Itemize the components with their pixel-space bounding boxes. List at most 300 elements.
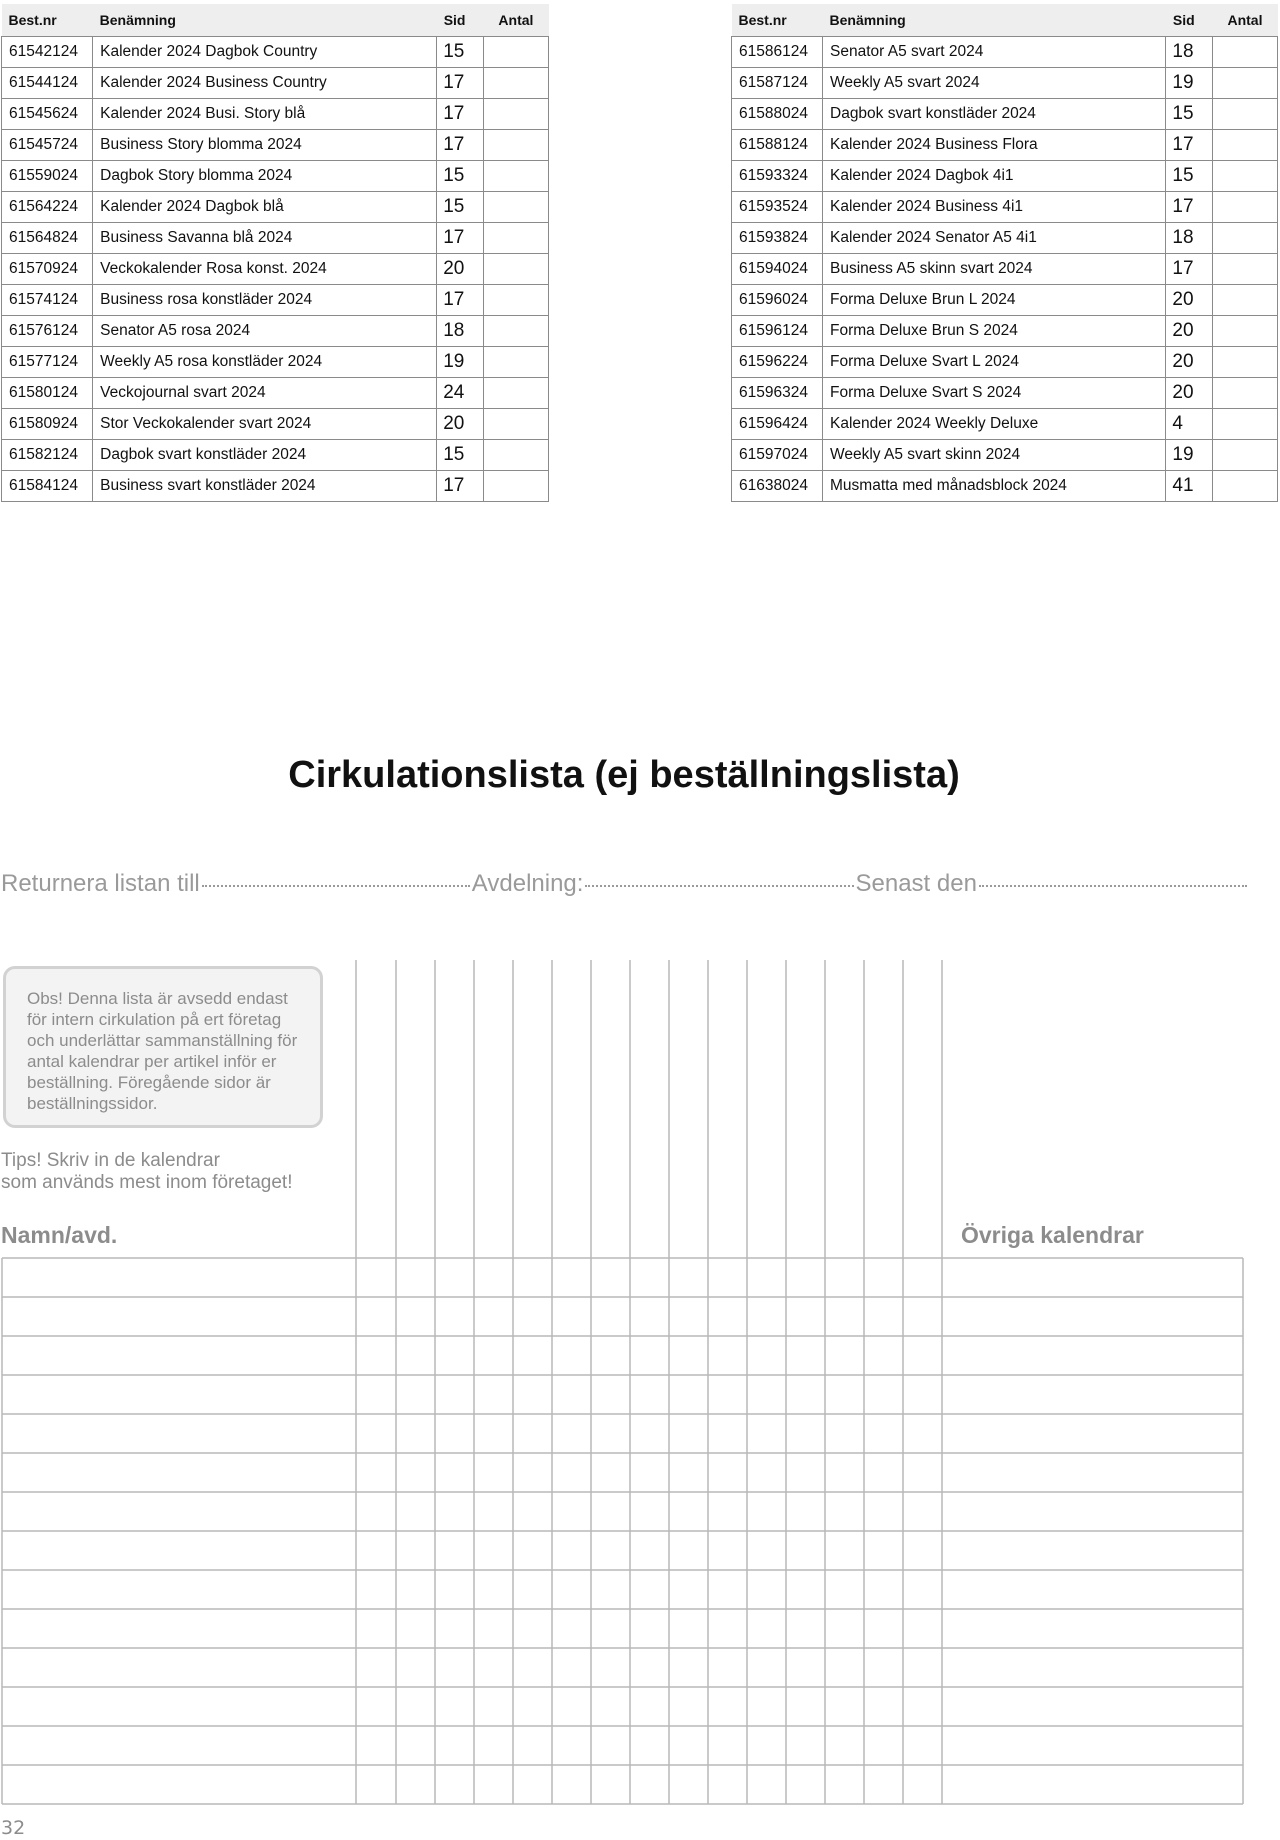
count-entry-cell[interactable] [513, 1492, 552, 1531]
name-entry-cell[interactable] [2, 1765, 356, 1804]
quantity-cell[interactable] [483, 99, 548, 130]
count-entry-cell[interactable] [747, 1726, 786, 1765]
count-entry-cell[interactable] [786, 1609, 825, 1648]
count-entry-cell[interactable] [474, 1258, 513, 1297]
count-entry-cell[interactable] [552, 1648, 591, 1687]
count-entry-cell[interactable] [630, 1297, 669, 1336]
count-entry-cell[interactable] [474, 1570, 513, 1609]
count-entry-cell[interactable] [864, 1492, 903, 1531]
count-entry-cell[interactable] [513, 1726, 552, 1765]
count-entry-cell[interactable] [591, 1726, 630, 1765]
count-entry-cell[interactable] [396, 1648, 435, 1687]
count-entry-cell[interactable] [591, 1531, 630, 1570]
count-entry-cell[interactable] [864, 1648, 903, 1687]
count-entry-cell[interactable] [474, 1414, 513, 1453]
quantity-cell[interactable] [483, 316, 548, 347]
column-header-best-nr: Best.nr [732, 4, 823, 37]
count-entry-cell[interactable] [474, 1336, 513, 1375]
table-row [732, 99, 1278, 130]
count-entry-cell[interactable] [786, 1492, 825, 1531]
count-entry-cell[interactable] [903, 1297, 942, 1336]
count-entry-cell[interactable] [747, 1765, 786, 1804]
count-entry-cell[interactable] [513, 1336, 552, 1375]
count-entry-cell[interactable] [396, 1609, 435, 1648]
count-entry-cell[interactable] [513, 1258, 552, 1297]
other-calendars-entry-cell[interactable] [942, 1375, 1243, 1414]
count-entry-cell[interactable] [630, 1609, 669, 1648]
count-entry-cell[interactable] [747, 1687, 786, 1726]
count-entry-cell[interactable] [356, 1726, 396, 1765]
count-entry-cell[interactable] [552, 1375, 591, 1414]
count-entry-cell[interactable] [903, 1414, 942, 1453]
quantity-cell[interactable] [483, 285, 548, 316]
count-entry-cell[interactable] [435, 1336, 474, 1375]
other-calendars-entry-cell[interactable] [942, 1531, 1243, 1570]
count-entry-cell[interactable] [356, 1609, 396, 1648]
count-entry-cell[interactable] [552, 1726, 591, 1765]
count-entry-cell[interactable] [435, 1453, 474, 1492]
count-entry-cell[interactable] [708, 1570, 747, 1609]
table-row [732, 223, 1278, 254]
page-ref-cell: 15 [1166, 161, 1213, 192]
count-entry-cell[interactable] [669, 1297, 708, 1336]
count-entry-cell[interactable] [786, 1297, 825, 1336]
count-entry-cell[interactable] [825, 1297, 864, 1336]
quantity-cell[interactable] [1212, 285, 1277, 316]
count-entry-cell[interactable] [864, 1726, 903, 1765]
count-entry-cell[interactable] [864, 1531, 903, 1570]
count-entry-cell[interactable] [591, 1492, 630, 1531]
count-entry-cell[interactable] [396, 1336, 435, 1375]
count-entry-cell[interactable] [825, 1336, 864, 1375]
count-entry-cell[interactable] [708, 1258, 747, 1297]
quantity-cell[interactable] [1212, 99, 1277, 130]
count-entry-cell[interactable] [747, 1531, 786, 1570]
count-entry-cell[interactable] [864, 1687, 903, 1726]
count-entry-cell[interactable] [786, 1336, 825, 1375]
count-entry-cell[interactable] [708, 1531, 747, 1570]
count-entry-cell[interactable] [864, 1297, 903, 1336]
count-entry-cell[interactable] [591, 1687, 630, 1726]
count-entry-cell[interactable] [864, 1453, 903, 1492]
count-entry-cell[interactable] [786, 1375, 825, 1414]
product-name-cell: Kalender 2024 Weekly Deluxe [823, 409, 1166, 440]
product-name-cell: Musmatta med månadsblock 2024 [823, 471, 1166, 502]
count-entry-cell[interactable] [864, 1414, 903, 1453]
count-entry-cell[interactable] [903, 1531, 942, 1570]
name-entry-cell[interactable] [2, 1375, 356, 1414]
count-entry-cell[interactable] [708, 1687, 747, 1726]
count-entry-cell[interactable] [708, 1375, 747, 1414]
count-entry-cell[interactable] [552, 1570, 591, 1609]
count-entry-cell[interactable] [786, 1726, 825, 1765]
count-entry-cell[interactable] [591, 1765, 630, 1804]
name-entry-cell[interactable] [2, 1258, 356, 1297]
quantity-cell[interactable] [1212, 161, 1277, 192]
count-entry-cell[interactable] [825, 1609, 864, 1648]
name-entry-cell[interactable] [2, 1531, 356, 1570]
quantity-cell[interactable] [1212, 440, 1277, 471]
count-entry-cell[interactable] [513, 1765, 552, 1804]
count-entry-cell[interactable] [825, 1375, 864, 1414]
count-entry-cell[interactable] [552, 1765, 591, 1804]
count-entry-cell[interactable] [786, 1648, 825, 1687]
count-entry-cell[interactable] [786, 1258, 825, 1297]
article-number-cell: 61593324 [732, 161, 823, 192]
page-ref-cell: 20 [437, 254, 484, 285]
page-ref-cell: 19 [1166, 68, 1213, 99]
count-entry-cell[interactable] [708, 1726, 747, 1765]
quantity-cell[interactable] [1212, 316, 1277, 347]
count-entry-cell[interactable] [591, 1336, 630, 1375]
count-entry-cell[interactable] [474, 1609, 513, 1648]
quantity-cell[interactable] [1212, 37, 1277, 68]
count-entry-cell[interactable] [435, 1648, 474, 1687]
count-entry-cell[interactable] [356, 1414, 396, 1453]
count-entry-cell[interactable] [435, 1414, 474, 1453]
quantity-cell[interactable] [1212, 409, 1277, 440]
tips-line-2: som används mest inom företaget! [1, 1172, 293, 1193]
quantity-cell[interactable] [1212, 130, 1277, 161]
count-entry-cell[interactable] [552, 1531, 591, 1570]
count-entry-cell[interactable] [669, 1531, 708, 1570]
article-number-cell: 61587124 [732, 68, 823, 99]
count-entry-cell[interactable] [356, 1258, 396, 1297]
count-entry-cell[interactable] [825, 1453, 864, 1492]
count-entry-cell[interactable] [903, 1336, 942, 1375]
count-entry-cell[interactable] [435, 1570, 474, 1609]
count-entry-cell[interactable] [435, 1765, 474, 1804]
count-entry-cell[interactable] [396, 1453, 435, 1492]
count-entry-cell[interactable] [396, 1492, 435, 1531]
other-calendars-entry-cell[interactable] [942, 1687, 1243, 1726]
department-field[interactable] [585, 885, 853, 887]
product-name-cell: Kalender 2024 Business 4i1 [823, 192, 1166, 223]
other-calendars-entry-cell[interactable] [942, 1258, 1243, 1297]
page-ref-cell: 19 [437, 347, 484, 378]
count-entry-cell[interactable] [747, 1609, 786, 1648]
quantity-cell[interactable] [1212, 254, 1277, 285]
return-to-field[interactable] [202, 885, 470, 887]
count-entry-cell[interactable] [435, 1258, 474, 1297]
page-ref-cell: 20 [437, 409, 484, 440]
count-entry-cell[interactable] [630, 1336, 669, 1375]
count-entry-cell[interactable] [630, 1531, 669, 1570]
count-entry-cell[interactable] [396, 1375, 435, 1414]
quantity-cell[interactable] [1212, 471, 1277, 502]
count-entry-cell[interactable] [669, 1609, 708, 1648]
count-entry-cell[interactable] [435, 1531, 474, 1570]
count-entry-cell[interactable] [396, 1687, 435, 1726]
table-row [732, 68, 1278, 99]
article-number-cell: 61588024 [732, 99, 823, 130]
article-number-cell: 61594024 [732, 254, 823, 285]
table-row [732, 285, 1278, 316]
quantity-cell[interactable] [483, 68, 548, 99]
count-entry-cell[interactable] [513, 1687, 552, 1726]
quantity-cell[interactable] [483, 347, 548, 378]
count-entry-cell[interactable] [630, 1765, 669, 1804]
other-calendars-entry-cell[interactable] [942, 1297, 1243, 1336]
product-name-cell: Veckokalender Rosa konst. 2024 [93, 254, 437, 285]
count-entry-cell[interactable] [435, 1375, 474, 1414]
count-entry-cell[interactable] [435, 1726, 474, 1765]
count-entry-cell[interactable] [669, 1492, 708, 1531]
count-entry-cell[interactable] [669, 1414, 708, 1453]
name-entry-cell[interactable] [2, 1336, 356, 1375]
count-entry-cell[interactable] [356, 1687, 396, 1726]
count-entry-cell[interactable] [708, 1765, 747, 1804]
count-entry-cell[interactable] [669, 1765, 708, 1804]
quantity-cell[interactable] [483, 37, 548, 68]
count-entry-cell[interactable] [630, 1375, 669, 1414]
count-entry-cell[interactable] [669, 1336, 708, 1375]
quantity-cell[interactable] [483, 409, 548, 440]
quantity-cell[interactable] [1212, 378, 1277, 409]
count-entry-cell[interactable] [356, 1765, 396, 1804]
name-entry-cell[interactable] [2, 1687, 356, 1726]
count-entry-cell[interactable] [669, 1648, 708, 1687]
count-entry-cell[interactable] [903, 1375, 942, 1414]
count-entry-cell[interactable] [474, 1375, 513, 1414]
count-entry-cell[interactable] [552, 1258, 591, 1297]
quantity-cell[interactable] [1212, 68, 1277, 99]
count-entry-cell[interactable] [903, 1609, 942, 1648]
table-row [732, 347, 1278, 378]
page-ref-cell: 17 [437, 99, 484, 130]
count-entry-cell[interactable] [669, 1258, 708, 1297]
count-entry-cell[interactable] [786, 1453, 825, 1492]
count-entry-cell[interactable] [786, 1531, 825, 1570]
count-entry-cell[interactable] [903, 1726, 942, 1765]
table-row [732, 409, 1278, 440]
count-entry-cell[interactable] [356, 1570, 396, 1609]
quantity-cell[interactable] [483, 223, 548, 254]
count-entry-cell[interactable] [825, 1570, 864, 1609]
name-entry-cell[interactable] [2, 1297, 356, 1336]
count-entry-cell[interactable] [356, 1492, 396, 1531]
count-entry-cell[interactable] [747, 1570, 786, 1609]
count-entry-cell[interactable] [513, 1570, 552, 1609]
product-name-cell: Forma Deluxe Brun S 2024 [823, 316, 1166, 347]
count-entry-cell[interactable] [864, 1258, 903, 1297]
count-entry-cell[interactable] [630, 1492, 669, 1531]
count-entry-cell[interactable] [864, 1609, 903, 1648]
count-entry-cell[interactable] [474, 1492, 513, 1531]
count-entry-cell[interactable] [864, 1336, 903, 1375]
count-entry-cell[interactable] [591, 1297, 630, 1336]
quantity-cell[interactable] [483, 161, 548, 192]
count-entry-cell[interactable] [747, 1336, 786, 1375]
count-entry-cell[interactable] [630, 1648, 669, 1687]
count-entry-cell[interactable] [396, 1297, 435, 1336]
count-entry-cell[interactable] [474, 1687, 513, 1726]
count-entry-cell[interactable] [864, 1765, 903, 1804]
quantity-cell[interactable] [483, 471, 548, 502]
count-entry-cell[interactable] [591, 1258, 630, 1297]
quantity-cell[interactable] [483, 130, 548, 161]
count-entry-cell[interactable] [552, 1492, 591, 1531]
count-entry-cell[interactable] [825, 1531, 864, 1570]
count-entry-cell[interactable] [552, 1414, 591, 1453]
name-entry-cell[interactable] [2, 1609, 356, 1648]
other-calendars-entry-cell[interactable] [942, 1453, 1243, 1492]
quantity-cell[interactable] [483, 378, 548, 409]
count-entry-cell[interactable] [356, 1336, 396, 1375]
quantity-cell[interactable] [483, 254, 548, 285]
quantity-cell[interactable] [483, 440, 548, 471]
count-entry-cell[interactable] [513, 1453, 552, 1492]
quantity-cell[interactable] [1212, 347, 1277, 378]
count-entry-cell[interactable] [513, 1375, 552, 1414]
count-entry-cell[interactable] [669, 1453, 708, 1492]
count-entry-cell[interactable] [474, 1297, 513, 1336]
name-entry-cell[interactable] [2, 1453, 356, 1492]
count-entry-cell[interactable] [903, 1765, 942, 1804]
count-entry-cell[interactable] [552, 1687, 591, 1726]
other-calendars-entry-cell[interactable] [942, 1609, 1243, 1648]
other-calendars-entry-cell[interactable] [942, 1726, 1243, 1765]
count-entry-cell[interactable] [903, 1492, 942, 1531]
count-entry-cell[interactable] [552, 1297, 591, 1336]
count-entry-cell[interactable] [435, 1297, 474, 1336]
count-entry-cell[interactable] [396, 1531, 435, 1570]
count-entry-cell[interactable] [474, 1453, 513, 1492]
product-name-cell: Business Savanna blå 2024 [93, 223, 437, 254]
name-entry-cell[interactable] [2, 1726, 356, 1765]
count-entry-cell[interactable] [747, 1492, 786, 1531]
count-entry-cell[interactable] [630, 1726, 669, 1765]
count-entry-cell[interactable] [474, 1531, 513, 1570]
count-entry-cell[interactable] [396, 1726, 435, 1765]
count-entry-cell[interactable] [396, 1765, 435, 1804]
count-entry-cell[interactable] [630, 1258, 669, 1297]
count-entry-cell[interactable] [591, 1609, 630, 1648]
count-entry-cell[interactable] [396, 1258, 435, 1297]
count-entry-cell[interactable] [630, 1687, 669, 1726]
count-entry-cell[interactable] [786, 1414, 825, 1453]
count-entry-cell[interactable] [513, 1648, 552, 1687]
other-calendars-entry-cell[interactable] [942, 1492, 1243, 1531]
count-entry-cell[interactable] [708, 1492, 747, 1531]
count-entry-cell[interactable] [669, 1687, 708, 1726]
name-entry-cell[interactable] [2, 1648, 356, 1687]
count-entry-cell[interactable] [708, 1648, 747, 1687]
count-entry-cell[interactable] [474, 1648, 513, 1687]
count-entry-cell[interactable] [708, 1414, 747, 1453]
count-entry-cell[interactable] [747, 1297, 786, 1336]
count-entry-cell[interactable] [356, 1531, 396, 1570]
count-entry-cell[interactable] [513, 1609, 552, 1648]
count-entry-cell[interactable] [708, 1297, 747, 1336]
count-entry-cell[interactable] [513, 1414, 552, 1453]
count-entry-cell[interactable] [474, 1765, 513, 1804]
name-entry-cell[interactable] [2, 1414, 356, 1453]
product-name-cell: Dagbok svart konstläder 2024 [823, 99, 1166, 130]
quantity-cell[interactable] [1212, 192, 1277, 223]
quantity-cell[interactable] [1212, 223, 1277, 254]
other-calendars-entry-cell[interactable] [942, 1336, 1243, 1375]
count-entry-cell[interactable] [825, 1687, 864, 1726]
other-calendars-entry-cell[interactable] [942, 1414, 1243, 1453]
count-entry-cell[interactable] [513, 1531, 552, 1570]
count-entry-cell[interactable] [552, 1609, 591, 1648]
count-entry-cell[interactable] [747, 1414, 786, 1453]
count-entry-cell[interactable] [356, 1648, 396, 1687]
count-entry-cell[interactable] [474, 1726, 513, 1765]
count-entry-cell[interactable] [591, 1648, 630, 1687]
count-entry-cell[interactable] [396, 1414, 435, 1453]
count-entry-cell[interactable] [747, 1375, 786, 1414]
count-entry-cell[interactable] [708, 1609, 747, 1648]
product-name-cell: Kalender 2024 Busi. Story blå [93, 99, 437, 130]
count-entry-cell[interactable] [747, 1258, 786, 1297]
count-entry-cell[interactable] [864, 1375, 903, 1414]
count-entry-cell[interactable] [786, 1570, 825, 1609]
count-entry-cell[interactable] [356, 1375, 396, 1414]
count-entry-cell[interactable] [825, 1765, 864, 1804]
count-entry-cell[interactable] [630, 1453, 669, 1492]
count-entry-cell[interactable] [708, 1336, 747, 1375]
product-name-cell: Senator A5 rosa 2024 [93, 316, 437, 347]
count-entry-cell[interactable] [903, 1258, 942, 1297]
count-entry-cell[interactable] [903, 1570, 942, 1609]
count-entry-cell[interactable] [825, 1648, 864, 1687]
count-entry-cell[interactable] [903, 1687, 942, 1726]
count-entry-cell[interactable] [825, 1414, 864, 1453]
count-entry-cell[interactable] [669, 1570, 708, 1609]
count-entry-cell[interactable] [708, 1453, 747, 1492]
count-entry-cell[interactable] [825, 1258, 864, 1297]
count-entry-cell[interactable] [786, 1687, 825, 1726]
name-entry-cell[interactable] [2, 1570, 356, 1609]
count-entry-cell[interactable] [356, 1297, 396, 1336]
deadline-field[interactable] [979, 885, 1247, 887]
name-entry-cell[interactable] [2, 1492, 356, 1531]
count-entry-cell[interactable] [669, 1726, 708, 1765]
other-calendars-entry-cell[interactable] [942, 1648, 1243, 1687]
count-entry-cell[interactable] [591, 1375, 630, 1414]
order-table-left [1, 4, 549, 502]
count-entry-cell[interactable] [630, 1414, 669, 1453]
count-entry-cell[interactable] [864, 1570, 903, 1609]
count-entry-cell[interactable] [552, 1453, 591, 1492]
count-entry-cell[interactable] [552, 1336, 591, 1375]
count-entry-cell[interactable] [356, 1453, 396, 1492]
name-column-label: Namn/avd. [1, 1222, 118, 1248]
count-entry-cell[interactable] [396, 1570, 435, 1609]
count-entry-cell[interactable] [435, 1492, 474, 1531]
count-entry-cell[interactable] [435, 1609, 474, 1648]
count-entry-cell[interactable] [786, 1765, 825, 1804]
count-entry-cell[interactable] [903, 1648, 942, 1687]
count-entry-cell[interactable] [591, 1570, 630, 1609]
count-entry-cell[interactable] [825, 1726, 864, 1765]
count-entry-cell[interactable] [630, 1570, 669, 1609]
count-entry-cell[interactable] [747, 1453, 786, 1492]
other-calendars-entry-cell[interactable] [942, 1765, 1243, 1804]
count-entry-cell[interactable] [513, 1297, 552, 1336]
count-entry-cell[interactable] [435, 1687, 474, 1726]
count-entry-cell[interactable] [591, 1453, 630, 1492]
count-entry-cell[interactable] [591, 1414, 630, 1453]
other-calendars-entry-cell[interactable] [942, 1570, 1243, 1609]
quantity-cell[interactable] [483, 192, 548, 223]
count-entry-cell[interactable] [747, 1648, 786, 1687]
count-entry-cell[interactable] [825, 1492, 864, 1531]
count-entry-cell[interactable] [903, 1453, 942, 1492]
count-entry-cell[interactable] [669, 1375, 708, 1414]
